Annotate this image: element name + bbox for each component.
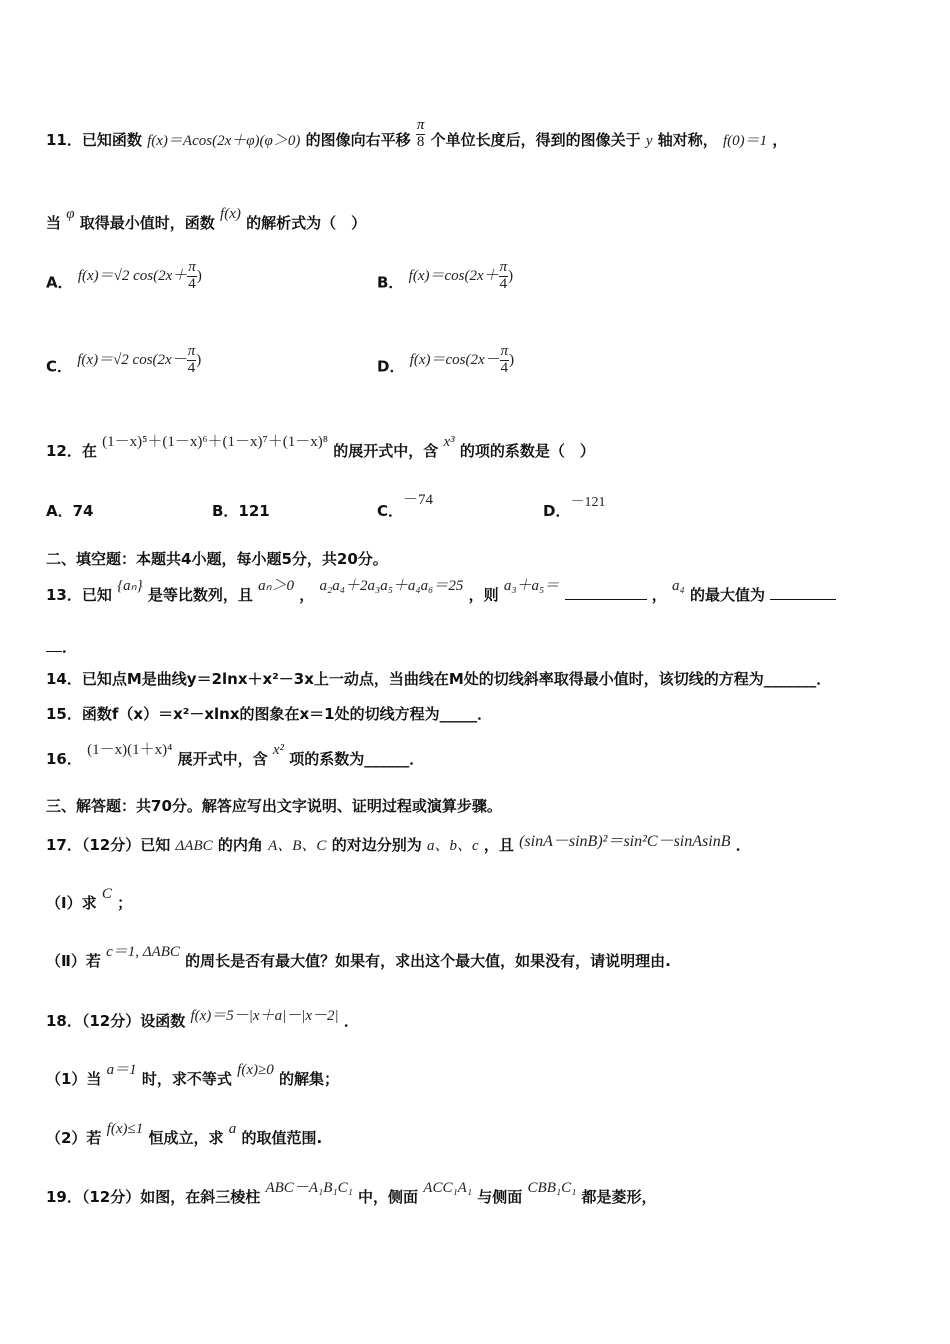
q18-part-2-end: 的取值范围. <box>241 1129 323 1147</box>
q18-part-1-condition: a＝1 <box>106 1062 137 1078</box>
section-3-heading: 三、解答题：共70分。解答应写出文字说明、证明过程或演算步骤。 <box>46 797 502 815</box>
option-expression <box>77 343 202 376</box>
q17-equation: (sinA－sinB)²＝sin²C－sinAsinB <box>519 833 731 850</box>
q17-part-1-end: ； <box>117 894 133 912</box>
option-label: B． <box>377 273 404 292</box>
fraction-numerator: π <box>499 259 508 275</box>
q11-shift-fraction <box>416 118 426 151</box>
option-label: C． <box>377 502 404 520</box>
q11-comma: ， <box>772 130 788 149</box>
q13-period: ． <box>62 638 78 656</box>
q17-triangle: ΔABC <box>175 838 213 854</box>
q18-part-2-var: a <box>228 1121 237 1137</box>
q11-option-c <box>46 343 202 385</box>
q12-option-a <box>46 500 93 521</box>
option-value: －121 <box>570 495 606 510</box>
fraction-denominator: 4 <box>499 275 508 292</box>
q18-period: ． <box>343 1012 359 1030</box>
option-post: ) <box>196 351 202 368</box>
q12-x3: x³ <box>443 434 455 450</box>
q19-face-2: CBB₁C₁ <box>527 1180 577 1196</box>
q13-a4: a₄ <box>671 578 685 594</box>
option-post: ) <box>508 267 514 284</box>
option-label: D． <box>543 502 571 520</box>
q17-part-2-condition: c＝1, ΔABC <box>106 944 180 960</box>
q18-part-1-inequality: f(x)≥0 <box>237 1062 274 1078</box>
question-18-part-1 <box>46 1062 910 1089</box>
question-11 <box>46 117 910 157</box>
question-12 <box>46 434 910 461</box>
q13-sequence: {aₙ} <box>117 578 143 594</box>
question-13 <box>46 578 910 605</box>
q18-part-2-text: 恒成立，求 <box>148 1129 224 1147</box>
q12-option-c <box>377 492 434 521</box>
q16-x2: x² <box>272 742 284 758</box>
q11-text-3: 轴对称， <box>657 130 718 149</box>
fraction-denominator: 4 <box>187 359 196 376</box>
fraction-denominator: 4 <box>500 359 509 376</box>
q11-fx: f(x) <box>220 206 241 222</box>
q17-part-2-text: 的周长是否有最大值？如果有，求出这个最大值，如果没有，请说明理由. <box>185 952 671 970</box>
option-value: －74 <box>403 492 434 508</box>
q13-text-1: 是等比数列，且 <box>147 586 253 604</box>
option-label: A． <box>46 273 73 292</box>
q12-option-d <box>543 495 606 521</box>
q17-part-1-label: （Ⅰ）求 <box>46 894 97 912</box>
option-label: C． <box>46 357 73 376</box>
q13-answer-blank-2[interactable] <box>770 599 836 600</box>
q19-text-3: 都是菱形， <box>581 1188 657 1206</box>
q11-label: 11．已知函数 <box>46 130 142 149</box>
q17-text-3: ，且 <box>483 836 514 854</box>
question-17-part-1 <box>46 886 910 913</box>
q13-comma: ， <box>299 586 315 604</box>
q11-function: f(x)＝Acos(2x＋φ)(φ＞0) <box>147 132 301 149</box>
q18-label: 18．（12分）设函数 <box>46 1012 186 1030</box>
q11-text-2: 个单位长度后，得到的图像关于 <box>430 130 641 149</box>
option-pre: f(x)＝√2 cos(2x－ <box>77 351 187 368</box>
q11-option-b <box>377 259 514 301</box>
q18-part-1-text: 时，求不等式 <box>141 1070 232 1088</box>
q16-label: 16． <box>46 750 82 768</box>
section-2-heading: 二、填空题：本题共4小题，每小题5分，共20分。 <box>46 550 388 568</box>
option-label: A．74 <box>46 502 94 520</box>
q18-part-2-label: （2）若 <box>46 1129 102 1147</box>
question-11-line-2 <box>46 206 910 233</box>
option-pre: f(x)＝cos(2x＋ <box>408 267 499 284</box>
q19-text-1: 中，侧面 <box>358 1188 419 1206</box>
q11-when: 当 <box>46 214 62 232</box>
fraction-numerator: π <box>416 117 425 133</box>
q18-part-1-label: （1）当 <box>46 1070 102 1088</box>
option-pre: f(x)＝cos(2x－ <box>409 351 500 368</box>
q11-option-d <box>377 343 515 385</box>
fraction-numerator: π <box>500 343 509 359</box>
option-post: ) <box>509 351 515 368</box>
question-19 <box>46 1180 910 1207</box>
q17-part-2-label: （Ⅱ）若 <box>46 952 101 970</box>
option-label: D． <box>377 357 405 376</box>
option-post: ) <box>196 267 202 284</box>
question-18-part-2 <box>46 1121 910 1148</box>
q18-part-2-inequality: f(x)≤1 <box>106 1121 144 1137</box>
q18-part-1-end: 的解集； <box>278 1070 339 1088</box>
q12-label: 12．在 <box>46 442 97 460</box>
q11-option-a <box>46 259 202 301</box>
q13-condition-2: a₂a₄＋2a₃a₅＋a₄a₆＝25 <box>319 578 464 594</box>
q13-answer-blank-1[interactable] <box>565 599 647 600</box>
q17-sides: a、b、c <box>426 838 479 854</box>
q11-f0: f(0)＝1 <box>722 132 768 149</box>
q17-period: ． <box>735 836 751 854</box>
q19-label: 19．（12分）如图，在斜三棱柱 <box>46 1188 261 1206</box>
q12-expression: (1－x)⁵＋(1－x)⁶＋(1－x)⁷＋(1－x)⁸ <box>102 434 328 450</box>
q13-text-2: ，则 <box>468 586 499 604</box>
q11-phi: φ <box>66 206 75 222</box>
fraction-numerator: π <box>188 259 196 275</box>
q12-text-2: 的项的系数是（ ） <box>459 442 595 460</box>
question-17-part-2 <box>46 944 910 971</box>
q17-text-1: 的内角 <box>217 836 263 854</box>
q13-answer-blank-2-continued[interactable] <box>46 651 62 652</box>
question-14: 14．已知点M是曲线y＝2lnx＋x²－3x上一动点，当曲线在M处的切线斜率取得最小值时，该切线的方程为_______． <box>46 670 832 688</box>
question-16 <box>46 742 910 769</box>
q13-text-4: 的最大值为 <box>689 586 765 604</box>
fraction-numerator: π <box>187 343 196 359</box>
q12-option-b <box>212 500 270 521</box>
q11-y: y <box>645 132 653 149</box>
q13-condition-1: aₙ＞0 <box>258 578 295 594</box>
option-pre: f(x)＝√2 cos(2x＋ <box>77 267 188 284</box>
q17-label: 17．（12分）已知 <box>46 836 171 854</box>
option-expression <box>409 343 515 376</box>
q13-text-3: ， <box>651 586 667 604</box>
fraction-denominator: 8 <box>416 133 425 150</box>
question-17 <box>46 832 910 855</box>
q17-angles: A、B、C <box>268 838 327 854</box>
q16-text-2: 项的系数为______． <box>289 750 425 768</box>
fraction-denominator: 4 <box>188 275 196 292</box>
q19-face-1: ACC₁A₁ <box>423 1180 473 1196</box>
q18-function: f(x)＝5－|x＋a|－|x－2| <box>190 1008 339 1024</box>
q11-text-1: 的图像向右平移 <box>305 130 411 149</box>
q13-label: 13．已知 <box>46 586 112 604</box>
q17-part-1-var: C <box>101 886 112 902</box>
q11-text-4: 取得最小值时，函数 <box>79 214 215 232</box>
option-expression <box>77 259 202 292</box>
q16-expression: (1－x)(1＋x)⁴ <box>87 742 173 758</box>
q19-text-2: 与侧面 <box>477 1188 523 1206</box>
q11-text-5: 的解析式为（ ） <box>246 214 367 232</box>
question-18 <box>46 1010 910 1031</box>
q13-query-1: a₃＋a₅＝ <box>503 578 560 594</box>
q19-prism: ABC－A₁B₁C₁ <box>265 1180 353 1196</box>
option-label: B．121 <box>212 502 270 520</box>
q12-text-1: 的展开式中，含 <box>333 442 439 460</box>
option-expression <box>408 259 514 292</box>
question-13-continuation <box>46 636 910 657</box>
q17-text-2: 的对边分别为 <box>331 836 422 854</box>
question-15: 15．函数f（x）＝x²－xlnx的图象在x＝1处的切线方程为_____． <box>46 705 493 723</box>
q16-text-1: 展开式中，含 <box>177 750 268 768</box>
